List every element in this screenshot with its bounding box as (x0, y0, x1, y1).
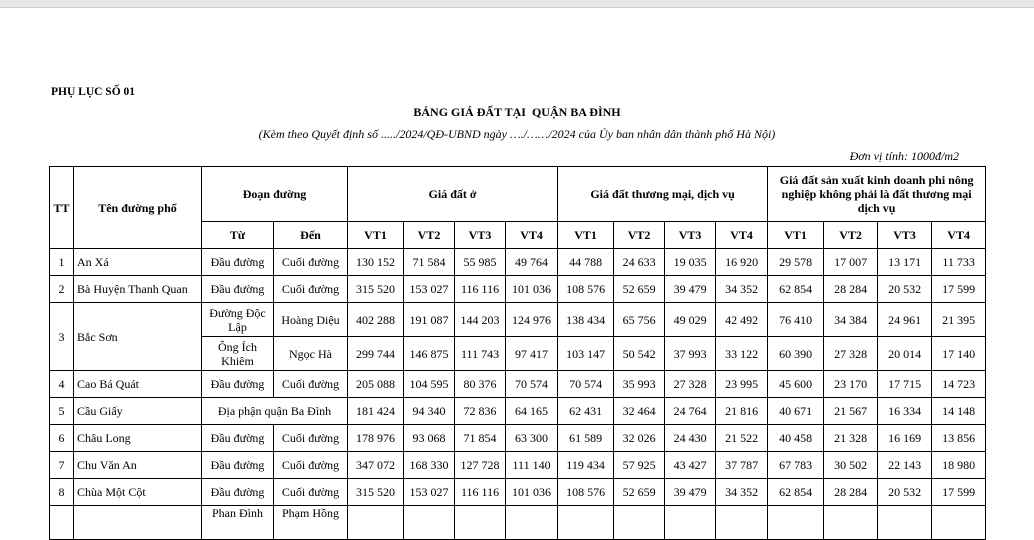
row-number: 8 (50, 479, 74, 506)
price-cell: 39 479 (665, 276, 716, 303)
price-cell: 116 116 (455, 479, 506, 506)
price-cell: 205 088 (348, 371, 404, 398)
price-cell: 315 520 (348, 276, 404, 303)
segment-from: Đường Độc Lập (202, 303, 274, 337)
price-cell: 347 072 (348, 452, 404, 479)
price-cell (348, 506, 404, 540)
header-vt: VT3 (878, 222, 932, 249)
price-cell: 62 431 (558, 398, 614, 425)
price-cell: 111 140 (506, 452, 558, 479)
price-cell: 34 352 (716, 479, 768, 506)
row-number: 2 (50, 276, 74, 303)
price-cell: 34 352 (716, 276, 768, 303)
price-cell: 21 567 (824, 398, 878, 425)
price-cell: 29 578 (768, 249, 824, 276)
price-cell: 146 875 (404, 337, 455, 371)
price-cell: 93 068 (404, 425, 455, 452)
segment-from: Phan Đình (202, 506, 274, 540)
appendix-label: PHỤ LỤC SỐ 01 (51, 86, 136, 98)
price-cell: 65 756 (614, 303, 665, 337)
price-cell: 37 787 (716, 452, 768, 479)
street-name: Chùa Một Cột (74, 479, 202, 506)
segment-to: Cuối đường (274, 479, 348, 506)
header-vt: VT1 (348, 222, 404, 249)
street-name: Cao Bá Quát (74, 371, 202, 398)
price-cell: 19 035 (665, 249, 716, 276)
street-name: An Xá (74, 249, 202, 276)
price-cell: 64 165 (506, 398, 558, 425)
street-name: Chu Văn An (74, 452, 202, 479)
header-vt: VT2 (614, 222, 665, 249)
table-row (50, 506, 986, 540)
price-cell: 62 854 (768, 479, 824, 506)
header-vt: VT2 (404, 222, 455, 249)
price-cell (878, 506, 932, 540)
price-cell: 70 574 (558, 371, 614, 398)
price-cell: 101 036 (506, 479, 558, 506)
price-cell: 44 788 (558, 249, 614, 276)
price-cell: 42 492 (716, 303, 768, 337)
price-cell: 71 854 (455, 425, 506, 452)
price-cell: 178 976 (348, 425, 404, 452)
price-cell: 130 152 (348, 249, 404, 276)
price-cell: 24 430 (665, 425, 716, 452)
price-cell: 153 027 (404, 479, 455, 506)
price-cell: 402 288 (348, 303, 404, 337)
price-cell: 50 542 (614, 337, 665, 371)
price-cell: 14 723 (932, 371, 986, 398)
price-cell: 20 014 (878, 337, 932, 371)
header-vt: VT3 (665, 222, 716, 249)
table-row (50, 249, 986, 276)
price-cell: 33 122 (716, 337, 768, 371)
price-cell: 17 007 (824, 249, 878, 276)
table-row (50, 303, 986, 337)
price-cell: 138 434 (558, 303, 614, 337)
row-number: 6 (50, 425, 74, 452)
price-cell: 103 147 (558, 337, 614, 371)
table-row (50, 425, 986, 452)
header-vt: VT3 (455, 222, 506, 249)
price-cell: 127 728 (455, 452, 506, 479)
segment-from: Đầu đường (202, 479, 274, 506)
segment-to: Ngọc Hà (274, 337, 348, 371)
header-residential-price: Giá đất ở (348, 167, 558, 222)
price-cell: 108 576 (558, 276, 614, 303)
segment-from: Ông Ích Khiêm (202, 337, 274, 371)
unit-note: Đơn vị tính: 1000đ/m2 (849, 149, 959, 163)
price-cell: 57 925 (614, 452, 665, 479)
price-cell: 40 458 (768, 425, 824, 452)
price-cell: 17 599 (932, 276, 986, 303)
price-cell: 27 328 (665, 371, 716, 398)
price-cell: 18 980 (932, 452, 986, 479)
header-vt: VT1 (558, 222, 614, 249)
price-cell: 116 116 (455, 276, 506, 303)
segment-to: Phạm Hồng (274, 506, 348, 540)
price-cell (932, 506, 986, 540)
header-vt: VT4 (506, 222, 558, 249)
header-to: Đến (274, 222, 348, 249)
price-cell: 76 410 (768, 303, 824, 337)
street-name: Châu Long (74, 425, 202, 452)
document-title: BẢNG GIÁ ĐẤT TẠI QUẬN BA ĐÌNH (413, 105, 621, 119)
price-cell: 24 633 (614, 249, 665, 276)
segment-to: Cuối đường (274, 371, 348, 398)
price-cell: 21 522 (716, 425, 768, 452)
price-cell: 30 502 (824, 452, 878, 479)
price-cell: 111 743 (455, 337, 506, 371)
price-cell: 16 920 (716, 249, 768, 276)
header-vt: VT1 (768, 222, 824, 249)
price-cell: 28 284 (824, 479, 878, 506)
table-row (50, 479, 986, 506)
price-cell: 43 427 (665, 452, 716, 479)
price-cell (614, 506, 665, 540)
price-cell (716, 506, 768, 540)
segment-from: Đầu đường (202, 452, 274, 479)
price-cell: 299 744 (348, 337, 404, 371)
price-cell: 71 584 (404, 249, 455, 276)
price-cell: 28 284 (824, 276, 878, 303)
price-cell: 20 532 (878, 479, 932, 506)
price-cell: 27 328 (824, 337, 878, 371)
price-cell (665, 506, 716, 540)
price-cell: 62 854 (768, 276, 824, 303)
price-cell: 104 595 (404, 371, 455, 398)
price-cell (768, 506, 824, 540)
price-cell (455, 506, 506, 540)
price-cell: 16 169 (878, 425, 932, 452)
price-cell: 37 993 (665, 337, 716, 371)
price-cell: 23 995 (716, 371, 768, 398)
price-cell: 24 961 (878, 303, 932, 337)
price-cell (824, 506, 878, 540)
price-cell: 17 140 (932, 337, 986, 371)
price-cell: 21 816 (716, 398, 768, 425)
segment-to: Cuối đường (274, 452, 348, 479)
header-tt: TT (50, 167, 74, 249)
street-name: Bắc Sơn (74, 303, 202, 371)
price-cell: 23 170 (824, 371, 878, 398)
price-cell: 108 576 (558, 479, 614, 506)
price-cell: 72 836 (455, 398, 506, 425)
segment-to: Cuối đường (274, 249, 348, 276)
price-cell: 144 203 (455, 303, 506, 337)
header-from: Từ (202, 222, 274, 249)
street-name: Bà Huyện Thanh Quan (74, 276, 202, 303)
price-cell: 32 026 (614, 425, 665, 452)
segment-to: Hoàng Diệu (274, 303, 348, 337)
price-cell: 119 434 (558, 452, 614, 479)
document-subtitle: (Kèm theo Quyết định số ...../2024/QĐ-UBND ngày …./……/2024 của Ủy ban nhân dân thành phố Hà Nội) (258, 127, 776, 141)
header-vt: VT2 (824, 222, 878, 249)
price-cell: 80 376 (455, 371, 506, 398)
price-cell: 17 715 (878, 371, 932, 398)
price-cell: 52 659 (614, 479, 665, 506)
price-cell: 21 328 (824, 425, 878, 452)
price-cell: 70 574 (506, 371, 558, 398)
price-cell: 13 856 (932, 425, 986, 452)
land-price-table (49, 166, 986, 540)
segment-from: Đầu đường (202, 371, 274, 398)
table-row (50, 452, 986, 479)
price-cell: 63 300 (506, 425, 558, 452)
price-cell: 21 395 (932, 303, 986, 337)
header-segment: Đoạn đường (202, 167, 348, 222)
price-cell: 20 532 (878, 276, 932, 303)
table-row (50, 371, 986, 398)
header-vt: VT4 (716, 222, 768, 249)
price-cell: 35 993 (614, 371, 665, 398)
price-cell: 124 976 (506, 303, 558, 337)
price-cell: 16 334 (878, 398, 932, 425)
price-cell: 39 479 (665, 479, 716, 506)
row-number: 1 (50, 249, 74, 276)
price-cell: 315 520 (348, 479, 404, 506)
price-cell: 17 599 (932, 479, 986, 506)
page-top-divider (0, 7, 1034, 8)
price-cell (506, 506, 558, 540)
header-commercial-price: Giá đất thương mại, dịch vụ (558, 167, 768, 222)
header-vt: VT4 (932, 222, 986, 249)
street-name (74, 506, 202, 540)
page-top-bar (0, 0, 1034, 7)
price-cell: 60 390 (768, 337, 824, 371)
price-cell: 181 424 (348, 398, 404, 425)
segment-range: Địa phận quận Ba Đình (202, 398, 348, 425)
segment-from: Đầu đường (202, 276, 274, 303)
price-cell: 94 340 (404, 398, 455, 425)
price-cell: 32 464 (614, 398, 665, 425)
price-cell: 11 733 (932, 249, 986, 276)
price-cell: 40 671 (768, 398, 824, 425)
price-cell: 97 417 (506, 337, 558, 371)
row-number: 4 (50, 371, 74, 398)
street-name: Cầu Giấy (74, 398, 202, 425)
price-cell: 14 148 (932, 398, 986, 425)
price-cell: 191 087 (404, 303, 455, 337)
price-cell: 34 384 (824, 303, 878, 337)
price-cell: 24 764 (665, 398, 716, 425)
price-cell: 168 330 (404, 452, 455, 479)
segment-from: Đầu đường (202, 249, 274, 276)
row-number: 7 (50, 452, 74, 479)
row-number: 3 (50, 303, 74, 371)
segment-to: Cuối đường (274, 276, 348, 303)
price-cell: 52 659 (614, 276, 665, 303)
price-cell: 49 764 (506, 249, 558, 276)
row-number: 5 (50, 398, 74, 425)
price-cell (558, 506, 614, 540)
table-row (50, 276, 986, 303)
header-production-price: Giá đất sản xuất kinh doanh phi nông nghiệp không phải là đất thương mại dịch vụ (768, 167, 986, 222)
segment-from: Đầu đường (202, 425, 274, 452)
price-cell: 55 985 (455, 249, 506, 276)
header-street: Tên đường phố (74, 167, 202, 249)
price-cell: 101 036 (506, 276, 558, 303)
price-cell: 22 143 (878, 452, 932, 479)
price-cell: 61 589 (558, 425, 614, 452)
price-cell: 49 029 (665, 303, 716, 337)
price-cell (404, 506, 455, 540)
price-cell: 67 783 (768, 452, 824, 479)
row-number (50, 506, 74, 540)
price-cell: 45 600 (768, 371, 824, 398)
table-row (50, 398, 986, 425)
price-cell: 13 171 (878, 249, 932, 276)
price-cell: 153 027 (404, 276, 455, 303)
segment-to: Cuối đường (274, 425, 348, 452)
